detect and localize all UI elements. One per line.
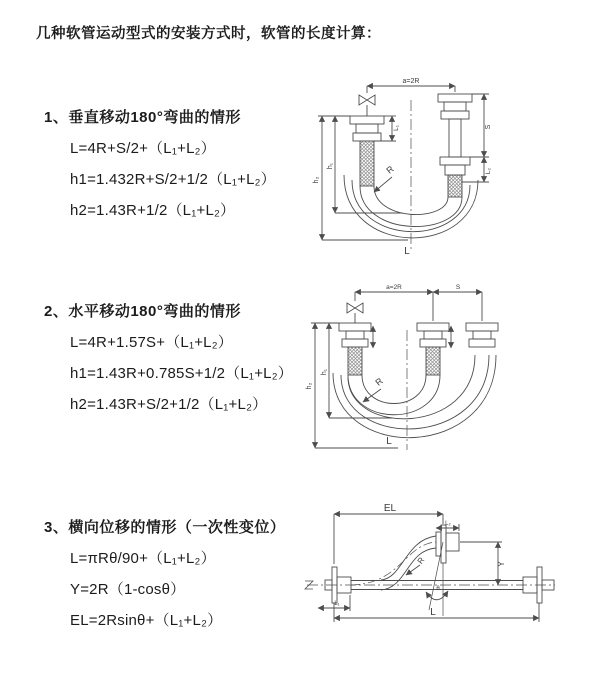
left-fitting: [350, 116, 384, 141]
dim-label-h2: h₂: [313, 176, 320, 184]
radius-label: R: [373, 375, 385, 388]
formula: L=4R+1.57S+（L₁+L₂）: [70, 334, 233, 351]
section-heading: 3、横向位移的情形（一次性变位）: [44, 519, 286, 536]
dim-label-h2: h₂: [306, 382, 313, 390]
valve-icon: [359, 95, 375, 116]
valve-icon: [347, 303, 363, 323]
dim-label-l2: L₂: [485, 167, 492, 175]
dim-label-s: S: [485, 124, 492, 130]
theta-label: θ: [436, 586, 440, 592]
dim-label-l1: L₁: [334, 601, 340, 607]
section-heading: 1、垂直移动180°弯曲的情形: [44, 109, 241, 126]
page-title: 几种软管运动型式的安装方式时，软管的长度计算：: [36, 26, 381, 42]
formula: L=4R+S/2+（L₁+L₂）: [70, 140, 216, 157]
right-fitting: [466, 323, 498, 347]
formula-list: [70, 133, 276, 226]
section-lateral-displacement: [44, 516, 285, 636]
dim-label-l2: L₂: [445, 521, 451, 527]
formula: Y=2R（1-cosθ）: [70, 581, 186, 598]
formula: EL=2Rsinθ+（L₁+L₂）: [70, 612, 223, 629]
radius-label: R: [384, 163, 396, 176]
left-fitting: [339, 323, 371, 347]
formula-list: [70, 327, 293, 420]
length-label: L: [430, 607, 436, 618]
dim-label-y: Y: [497, 561, 506, 567]
right-fitting: [438, 94, 472, 175]
right-flange-upper: [436, 525, 459, 563]
radius-label: R: [415, 555, 427, 566]
section-vertical-180: [44, 106, 276, 226]
dim-label-el: EL: [383, 503, 397, 514]
braided-hose-middle: [426, 347, 440, 375]
dim-label-a2r: a=2R: [386, 284, 402, 291]
dim-label-s: S: [455, 284, 461, 291]
formula: h2=1.43R+1/2（L₁+L₂）: [70, 202, 236, 219]
section-heading: 2、水平移动180°弯曲的情形: [44, 303, 241, 320]
hose-u-bend: [348, 375, 440, 415]
dim-label-l1: L₁: [393, 125, 400, 131]
middle-fitting: [417, 323, 449, 347]
dim-label-h1: h₁: [321, 368, 328, 376]
diagram-vertical-180-bend: [308, 70, 595, 262]
length-label: L: [386, 436, 392, 447]
length-label: L: [404, 246, 410, 257]
braided-hose-left: [360, 141, 374, 186]
diagram-lateral-displacement: [293, 498, 600, 650]
formula: h1=1.43R+0.785S+1/2（L₁+L₂）: [70, 365, 293, 382]
section-horizontal-180: [44, 300, 293, 420]
formula: h2=1.43R+S/2+1/2（L₁+L₂）: [70, 396, 268, 413]
formula: h1=1.432R+S/2+1/2（L₁+L₂）: [70, 171, 276, 188]
diagram-horizontal-180-bend: [303, 278, 600, 466]
dim-label-a2r: a=2R: [402, 78, 420, 85]
formula-list: [70, 543, 285, 636]
braided-hose-right: [448, 175, 462, 197]
braided-hose-left: [348, 347, 362, 375]
formula: L=πRθ/90+（L₁+L₂）: [70, 550, 216, 567]
dim-label-h1: h₁: [327, 162, 334, 170]
angle-arc: [426, 591, 448, 600]
